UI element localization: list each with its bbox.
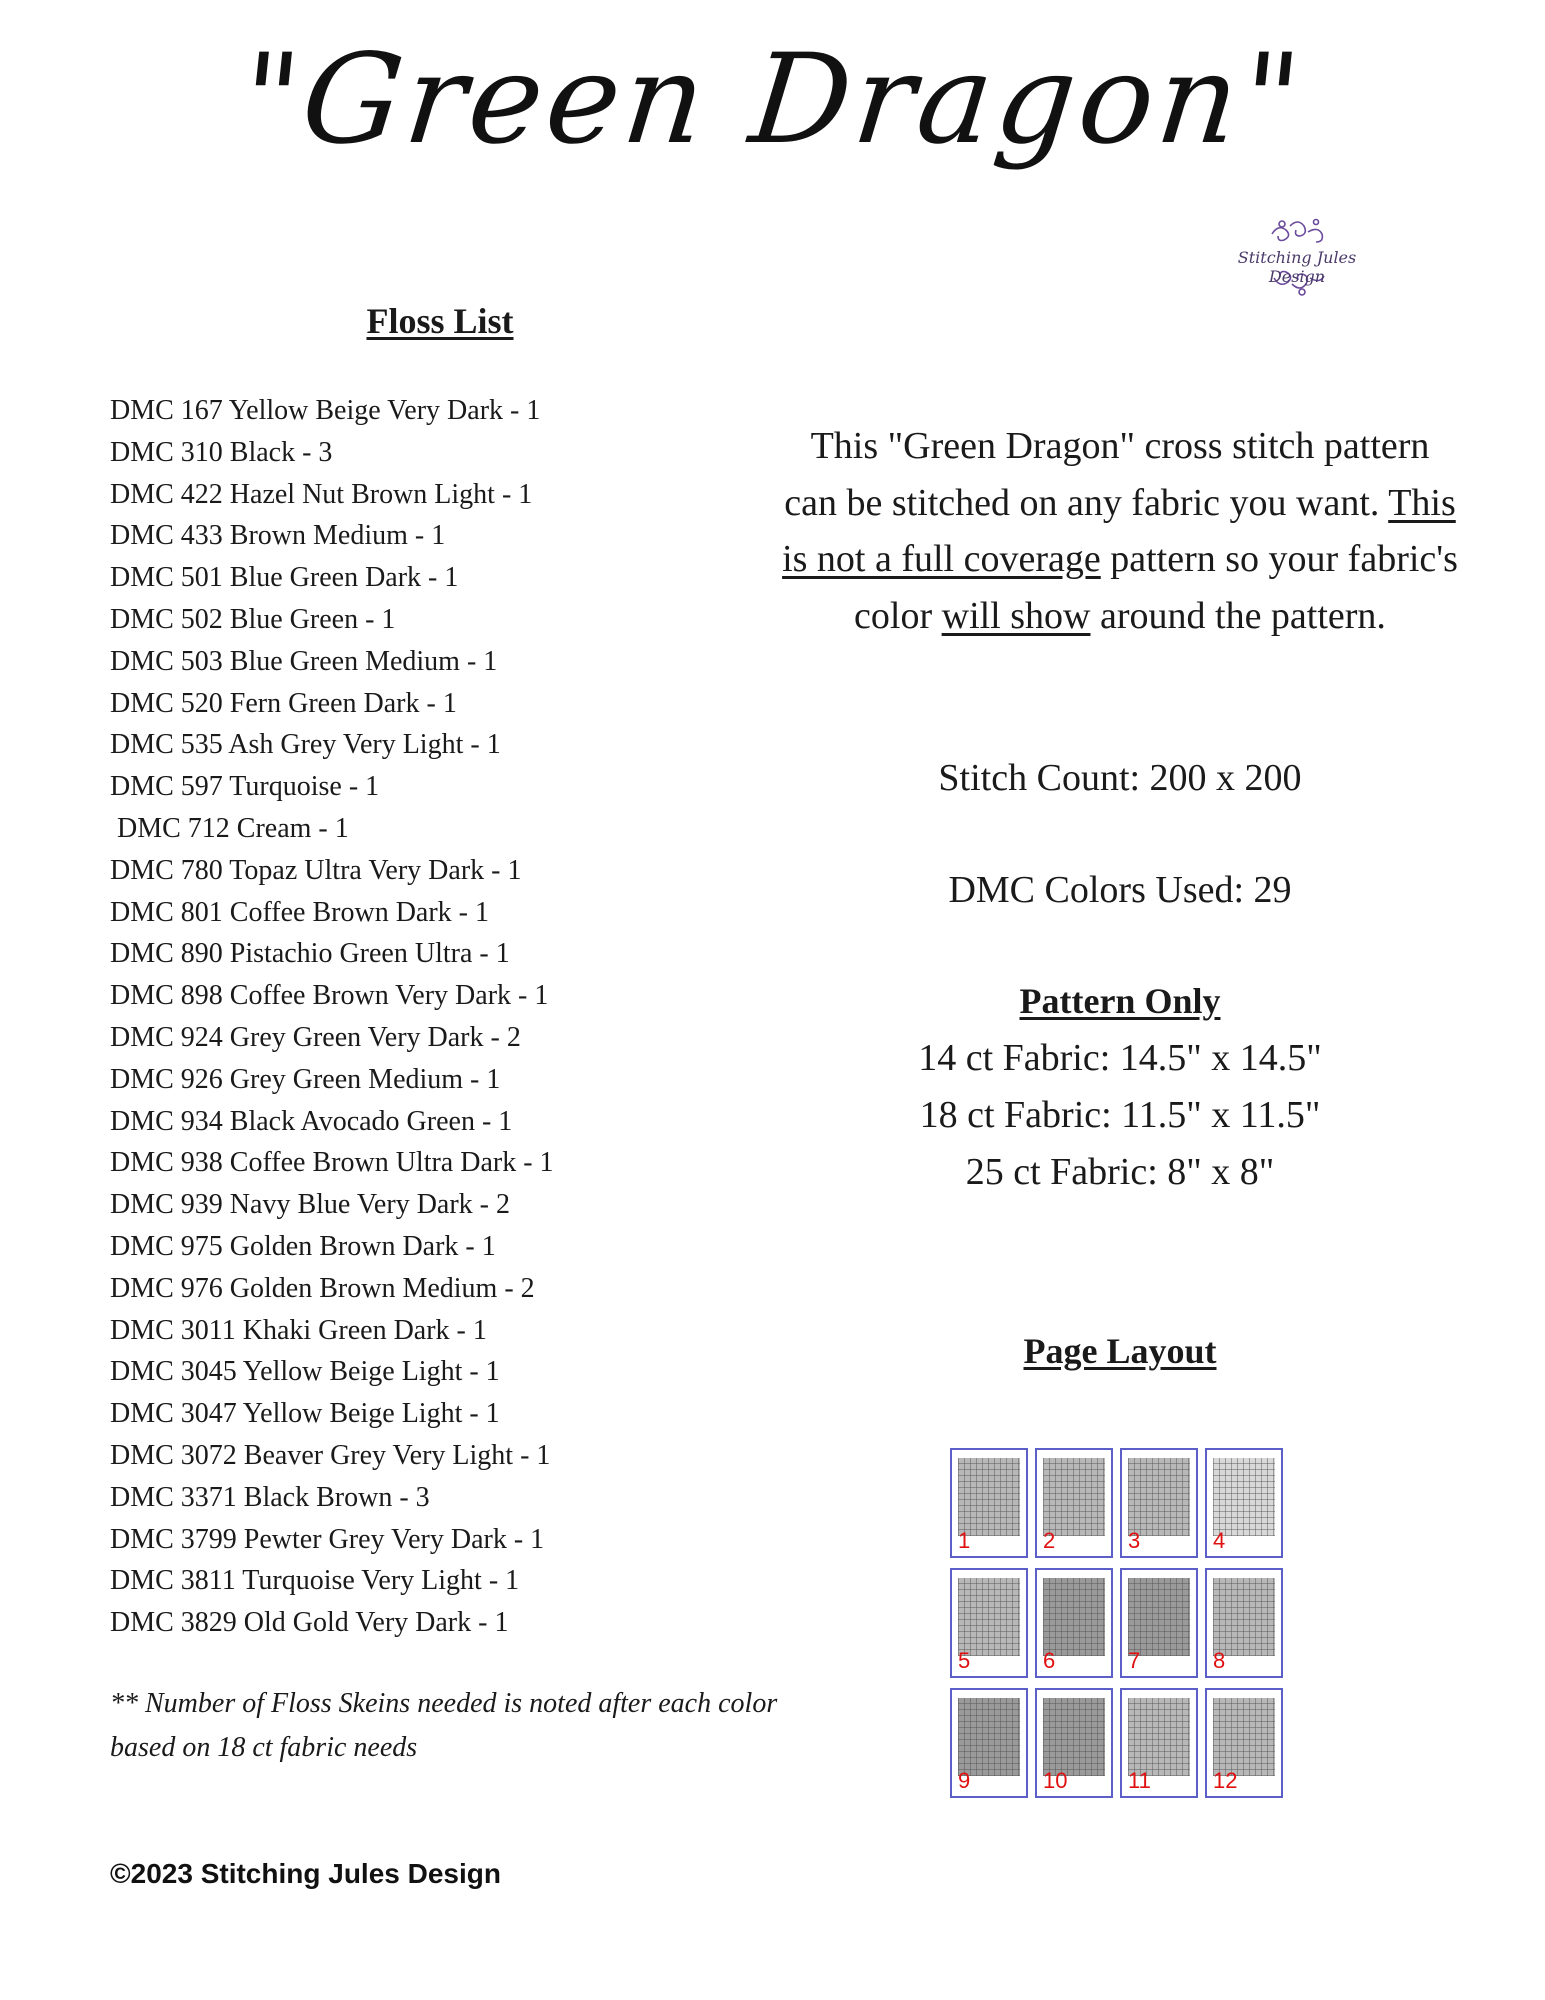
page-thumbnail <box>1035 1688 1113 1798</box>
page-number: 3 <box>1128 1528 1141 1553</box>
fabric-size-18ct: 18 ct Fabric: 11.5" x 11.5" <box>919 1094 1321 1136</box>
floss-item: DMC 3011 Khaki Green Dark - 1 <box>110 1314 487 1346</box>
floss-item: DMC 310 Black - 3 <box>110 436 333 468</box>
floss-item: DMC 939 Navy Blue Very Dark - 2 <box>110 1189 510 1221</box>
page-layout-grid <box>950 1448 1283 1798</box>
floss-item: DMC 801 Coffee Brown Dark - 1 <box>110 896 489 928</box>
chart-preview <box>1213 1698 1275 1776</box>
floss-item: DMC 3045 Yellow Beige Light - 1 <box>110 1356 500 1388</box>
floss-list-heading: Floss List <box>366 301 514 341</box>
page-number: 5 <box>958 1648 971 1673</box>
page-number: 9 <box>958 1768 971 1793</box>
fabric-size-14ct: 14 ct Fabric: 14.5" x 14.5" <box>918 1037 1322 1079</box>
page-thumbnail <box>1120 1568 1198 1678</box>
floss-item: DMC 433 Brown Medium - 1 <box>110 520 446 552</box>
floss-note-line: ** Number of Floss Skeins needed is noted after each color <box>110 1688 778 1719</box>
page-thumbnail <box>950 1688 1028 1798</box>
floss-item: DMC 926 Grey Green Medium - 1 <box>110 1063 501 1095</box>
floss-item: DMC 780 Topaz Ultra Very Dark - 1 <box>110 854 522 886</box>
chart-preview <box>958 1578 1020 1656</box>
page-number: 1 <box>958 1528 971 1553</box>
page-number: 12 <box>1213 1768 1238 1793</box>
chart-preview <box>1043 1578 1105 1656</box>
fabric-size-25ct: 25 ct Fabric: 8" x 8" <box>965 1151 1275 1193</box>
floss-item: DMC 3072 Beaver Grey Very Light - 1 <box>110 1439 551 1471</box>
floss-item: DMC 712 Cream - 1 <box>110 812 349 844</box>
chart-preview <box>958 1698 1020 1776</box>
logo-text: Stitching Jules Design <box>1237 248 1357 286</box>
page-layout-heading: Page Layout <box>1023 1331 1217 1371</box>
floss-note <box>110 1682 810 1770</box>
chart-preview <box>1213 1578 1275 1656</box>
chart-preview <box>1213 1458 1275 1536</box>
description-text: pattern so your fabric's color <box>854 538 1458 637</box>
chart-preview <box>1128 1698 1190 1776</box>
floss-list <box>110 390 790 1644</box>
floss-item: DMC 520 Fern Green Dark - 1 <box>110 687 457 719</box>
floss-item: DMC 422 Hazel Nut Brown Light - 1 <box>110 478 533 510</box>
description-text: This "Green Dragon" cross stitch pattern can be stitched on any fabric you want. <box>784 425 1430 524</box>
floss-item: DMC 898 Coffee Brown Very Dark - 1 <box>110 980 549 1012</box>
description-underlined: will show <box>941 594 1091 637</box>
chart-preview <box>958 1458 1020 1536</box>
floss-item: DMC 934 Black Avocado Green - 1 <box>110 1105 513 1137</box>
description-underlined: This is not a full coverage <box>782 481 1456 580</box>
brand-logo <box>1212 212 1382 302</box>
floss-item: DMC 501 Blue Green Dark - 1 <box>110 562 459 594</box>
floss-item: DMC 924 Grey Green Very Dark - 2 <box>110 1021 521 1053</box>
floss-item: DMC 938 Coffee Brown Ultra Dark - 1 <box>110 1147 554 1179</box>
floss-item: DMC 502 Blue Green - 1 <box>110 603 396 635</box>
floss-item: DMC 976 Golden Brown Medium - 2 <box>110 1272 535 1304</box>
page-thumbnail <box>1120 1688 1198 1798</box>
dmc-colors-used: DMC Colors Used: 29 <box>948 869 1292 911</box>
chart-preview <box>1043 1458 1105 1536</box>
floss-item: DMC 597 Turquoise - 1 <box>110 771 380 803</box>
floss-item: DMC 3829 Old Gold Very Dark - 1 <box>110 1607 509 1639</box>
stitch-count: Stitch Count: 200 x 200 <box>938 757 1302 799</box>
page-thumbnail <box>1035 1568 1113 1678</box>
page-thumbnail <box>1205 1448 1283 1558</box>
floss-item: DMC 3047 Yellow Beige Light - 1 <box>110 1398 500 1430</box>
page-thumbnail <box>1205 1688 1283 1798</box>
page-number: 4 <box>1213 1528 1226 1553</box>
floss-item: DMC 890 Pistachio Green Ultra - 1 <box>110 938 510 970</box>
page-title: "Green Dragon" <box>234 28 1311 172</box>
pattern-only-heading: Pattern Only <box>1019 981 1221 1021</box>
floss-item: DMC 3799 Pewter Grey Very Dark - 1 <box>110 1523 545 1555</box>
floss-item: DMC 167 Yellow Beige Very Dark - 1 <box>110 395 541 426</box>
page-number: 8 <box>1213 1648 1226 1673</box>
page-thumbnail <box>950 1448 1028 1558</box>
chart-preview <box>1043 1698 1105 1776</box>
copyright: ©2023 Stitching Jules Design <box>110 1858 501 1889</box>
chart-preview <box>1128 1578 1190 1656</box>
description-text: around the pattern. <box>1090 594 1386 637</box>
floss-item: DMC 975 Golden Brown Dark - 1 <box>110 1230 496 1262</box>
page-number: 6 <box>1043 1648 1056 1673</box>
page-number: 2 <box>1043 1528 1056 1553</box>
floss-note-line: based on 18 ct fabric needs <box>110 1732 418 1763</box>
page-number: 11 <box>1128 1768 1151 1793</box>
floss-item: DMC 535 Ash Grey Very Light - 1 <box>110 729 501 761</box>
page-thumbnail <box>1205 1568 1283 1678</box>
page-number: 10 <box>1043 1768 1068 1793</box>
floss-item: DMC 503 Blue Green Medium - 1 <box>110 645 498 677</box>
page-thumbnail <box>950 1568 1028 1678</box>
page-number: 7 <box>1128 1648 1141 1673</box>
floss-item: DMC 3371 Black Brown - 3 <box>110 1481 430 1513</box>
pattern-description <box>780 418 1460 644</box>
chart-preview <box>1128 1458 1190 1536</box>
page-thumbnail <box>1035 1448 1113 1558</box>
page-thumbnail <box>1120 1448 1198 1558</box>
floss-item: DMC 3811 Turquoise Very Light - 1 <box>110 1565 520 1597</box>
